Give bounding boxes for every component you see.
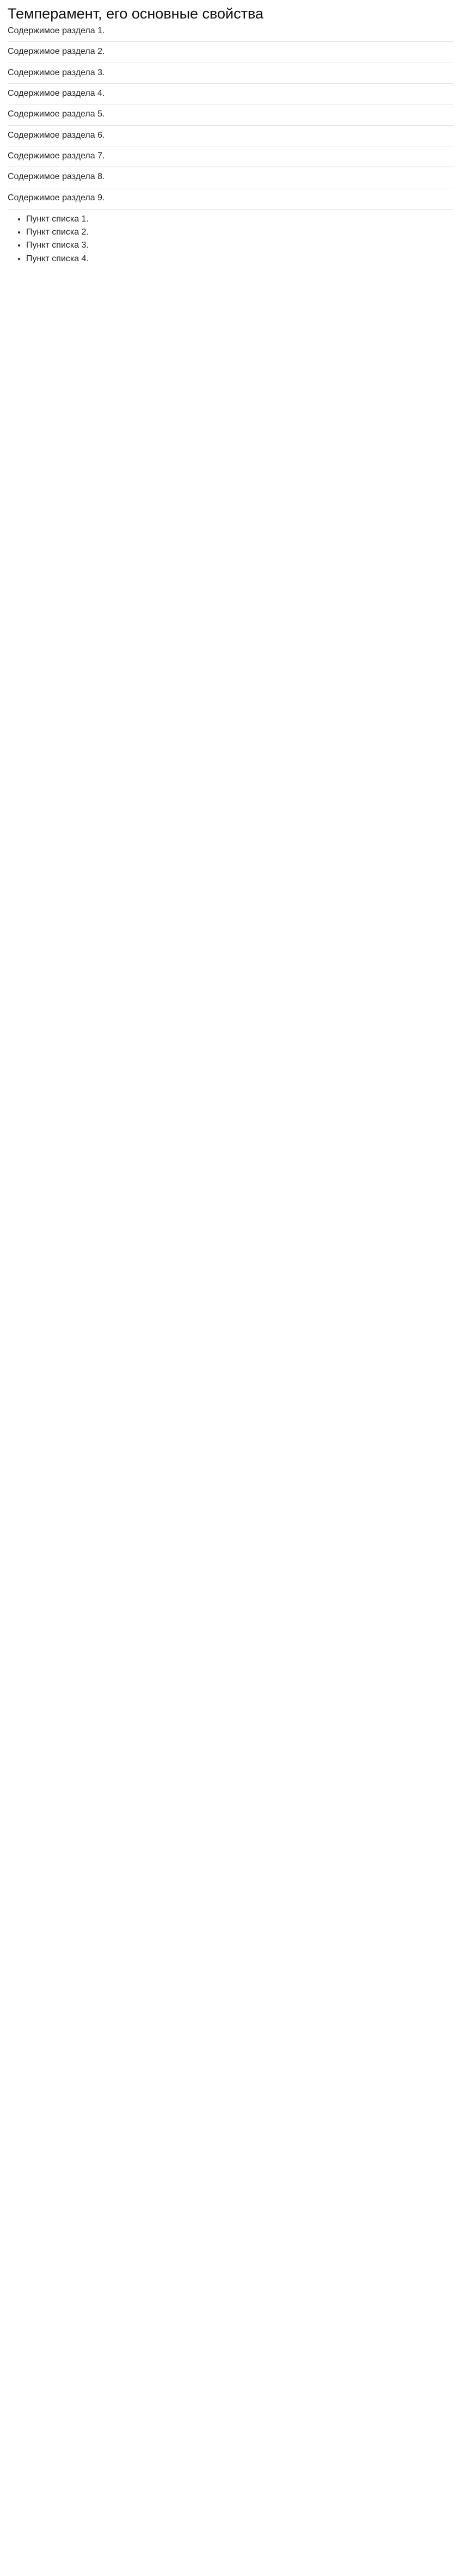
list-item: • Пункт списка 4. [26,254,453,265]
article-paragraph: Содержимое раздела 2. [8,41,453,57]
article-paragraph: Содержимое раздела 8. [8,167,453,182]
types-list-section [8,209,453,265]
article-paragraph: Содержимое раздела 4. [8,83,453,99]
page-title: Темперамент, его основные свойства [8,5,264,22]
article-paragraph: Содержимое раздела 6. [8,125,453,141]
list-item: • Пункт списка 2. [26,227,453,238]
article-paragraph: Содержимое раздела 5. [8,104,453,120]
article-paragraph: Содержимое раздела 1. [8,26,105,36]
article-body [8,26,453,204]
article-paragraph: Содержимое раздела 3. [8,63,453,78]
temperament-types-list [26,214,453,265]
list-item: • Пункт списка 1. [26,214,453,225]
article-paragraph: Содержимое раздела 7. [8,146,453,162]
list-item: • Пункт списка 3. [26,240,453,251]
article-paragraph: Содержимое раздела 9. [8,188,453,204]
